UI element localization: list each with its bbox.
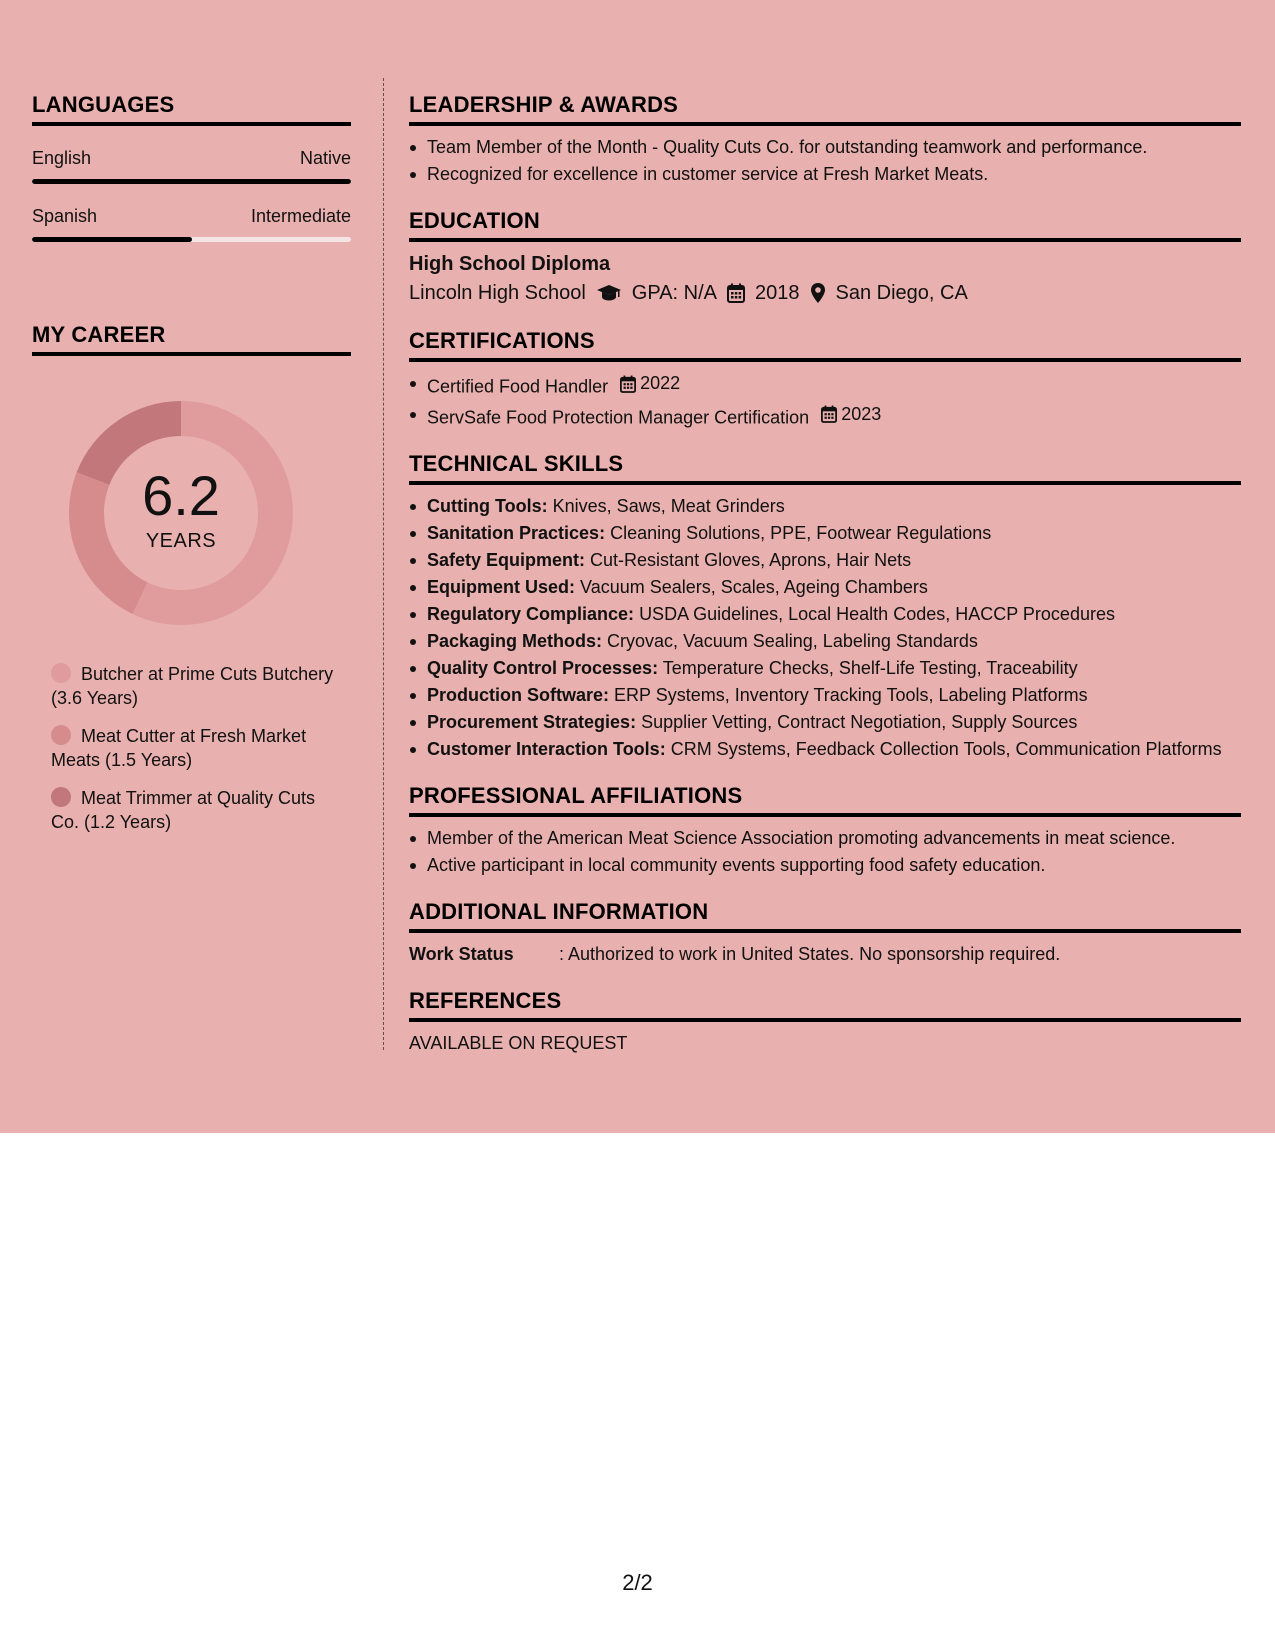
- education-year: 2018: [755, 282, 800, 304]
- affiliation-item: Member of the American Meat Science Association promoting advancements in meat science.: [409, 825, 1241, 852]
- skill-values: CRM Systems, Feedback Collection Tools, Communication Platforms: [670, 739, 1222, 759]
- skills-section: [409, 451, 1241, 763]
- graduation-cap-icon: [596, 284, 622, 302]
- skill-values: ERP Systems, Inventory Tracking Tools, Labeling Platforms: [614, 685, 1088, 705]
- skill-category: Customer Interaction Tools:: [427, 739, 666, 759]
- skill-values: Cleaning Solutions, PPE, Footwear Regulations: [610, 523, 992, 543]
- calendar-icon: [821, 405, 837, 423]
- skill-values: USDA Guidelines, Local Health Codes, HACCP Procedures: [639, 604, 1115, 624]
- language-level: Native: [299, 148, 351, 168]
- leadership-title: LEADERSHIP & AWARDS: [409, 92, 1241, 126]
- skill-item: [409, 655, 1241, 682]
- affiliations-title: PROFESSIONAL AFFILIATIONS: [409, 783, 1241, 817]
- skill-item: [409, 601, 1241, 628]
- skill-category: Procurement Strategies:: [427, 712, 637, 732]
- legend-item: [51, 786, 341, 834]
- page-number: 2/2: [622, 1570, 653, 1595]
- skill-item: [409, 493, 1241, 520]
- legend-label: Meat Cutter at Fresh Market Meats (1.5 Years): [51, 726, 307, 770]
- skill-item: [409, 709, 1241, 736]
- legend-item: [51, 662, 341, 710]
- skill-values: Knives, Saws, Meat Grinders: [552, 496, 785, 516]
- career-donut-chart: [66, 398, 296, 628]
- references-text: AVAILABLE ON REQUEST: [409, 1033, 628, 1053]
- certification-item: [409, 370, 1241, 401]
- legend-dot: [51, 663, 71, 683]
- skill-category: Cutting Tools:: [427, 496, 548, 516]
- skill-category: Packaging Methods:: [427, 631, 603, 651]
- language-proficiency-bar: [32, 179, 351, 184]
- certification-year: 2023: [841, 403, 882, 424]
- skill-category: Production Software:: [427, 685, 610, 705]
- skill-category: Sanitation Practices:: [427, 523, 606, 543]
- certifications-section: [409, 328, 1241, 431]
- language-proficiency-fill: [32, 237, 192, 242]
- language-proficiency-bar: [32, 237, 351, 242]
- affiliation-item: Active participant in local community events supporting food safety education.: [409, 852, 1241, 879]
- skill-item: [409, 547, 1241, 574]
- leadership-item: Team Member of the Month - Quality Cuts Co. for outstanding teamwork and performance.: [409, 134, 1241, 161]
- affiliations-section: [409, 783, 1241, 879]
- legend-item: [51, 724, 341, 772]
- language-proficiency-fill: [32, 179, 351, 184]
- skill-category: Equipment Used:: [427, 577, 576, 597]
- work-status-label: Work Status: [409, 944, 514, 964]
- additional-title: ADDITIONAL INFORMATION: [409, 899, 1241, 933]
- skill-values: Supplier Vetting, Contract Negotiation, Supply Sources: [641, 712, 1078, 732]
- education-degree: High School Diploma: [409, 253, 611, 275]
- education-gpa: GPA: N/A: [631, 282, 717, 304]
- certification-year: 2022: [640, 373, 681, 393]
- education-details: [409, 278, 1241, 308]
- language-name: Spanish: [32, 206, 98, 226]
- certification-name: ServSafe Food Protection Manager Certification: [427, 407, 810, 427]
- right-column: [409, 92, 1241, 1077]
- leadership-item: Recognized for excellence in customer service at Fresh Market Meats.: [409, 161, 1241, 188]
- skills-list: [409, 493, 1241, 763]
- education-section: [409, 208, 1241, 308]
- references-section: [409, 988, 1241, 1057]
- certification-item: [409, 401, 1241, 432]
- language-name: English: [32, 148, 92, 168]
- skill-category: Regulatory Compliance:: [427, 604, 635, 624]
- skills-title: TECHNICAL SKILLS: [409, 451, 1241, 485]
- additional-section: [409, 899, 1241, 968]
- column-divider: [383, 78, 384, 1050]
- language-english: [32, 148, 351, 184]
- skill-category: Safety Equipment:: [427, 550, 586, 570]
- skill-values: Temperature Checks, Shelf-Life Testing, Traceability: [662, 658, 1078, 678]
- skill-item: [409, 736, 1241, 763]
- skill-values: Vacuum Sealers, Scales, Ageing Chambers: [580, 577, 928, 597]
- skill-item: [409, 682, 1241, 709]
- career-title: MY CAREER: [32, 322, 351, 356]
- work-status-row: [409, 941, 1241, 968]
- location-pin-icon: [810, 282, 826, 304]
- education-title: EDUCATION: [409, 208, 1241, 242]
- skill-item: [409, 520, 1241, 547]
- calendar-icon: [727, 283, 745, 303]
- language-level: Intermediate: [250, 206, 351, 226]
- work-status-value: : Authorized to work in United States. No sponsorship required.: [559, 944, 1061, 964]
- legend-dot: [51, 725, 71, 745]
- legend-label: Meat Trimmer at Quality Cuts Co. (1.2 Years): [51, 788, 316, 832]
- language-spanish: [32, 206, 351, 242]
- education-location: San Diego, CA: [835, 282, 968, 304]
- skill-values: Cut-Resistant Gloves, Aprons, Hair Nets: [590, 550, 912, 570]
- skill-values: Cryovac, Vacuum Sealing, Labeling Standards: [607, 631, 978, 651]
- legend-label: Butcher at Prime Cuts Butchery (3.6 Years): [51, 664, 334, 708]
- skill-item: [409, 628, 1241, 655]
- career-legend: [51, 662, 341, 834]
- certification-name: Certified Food Handler: [427, 376, 609, 397]
- skill-category: Quality Control Processes:: [427, 658, 659, 678]
- legend-dot: [51, 787, 71, 807]
- calendar-icon: [620, 375, 636, 393]
- career-total-value: 6.2: [142, 463, 220, 527]
- career-total-unit: YEARS: [145, 529, 217, 552]
- references-title: REFERENCES: [409, 988, 1241, 1022]
- certifications-title: CERTIFICATIONS: [409, 328, 1241, 362]
- education-school: Lincoln High School: [409, 282, 586, 304]
- languages-title: LANGUAGES: [32, 92, 351, 126]
- skill-item: [409, 574, 1241, 601]
- leadership-section: [409, 92, 1241, 188]
- left-column: [32, 92, 351, 848]
